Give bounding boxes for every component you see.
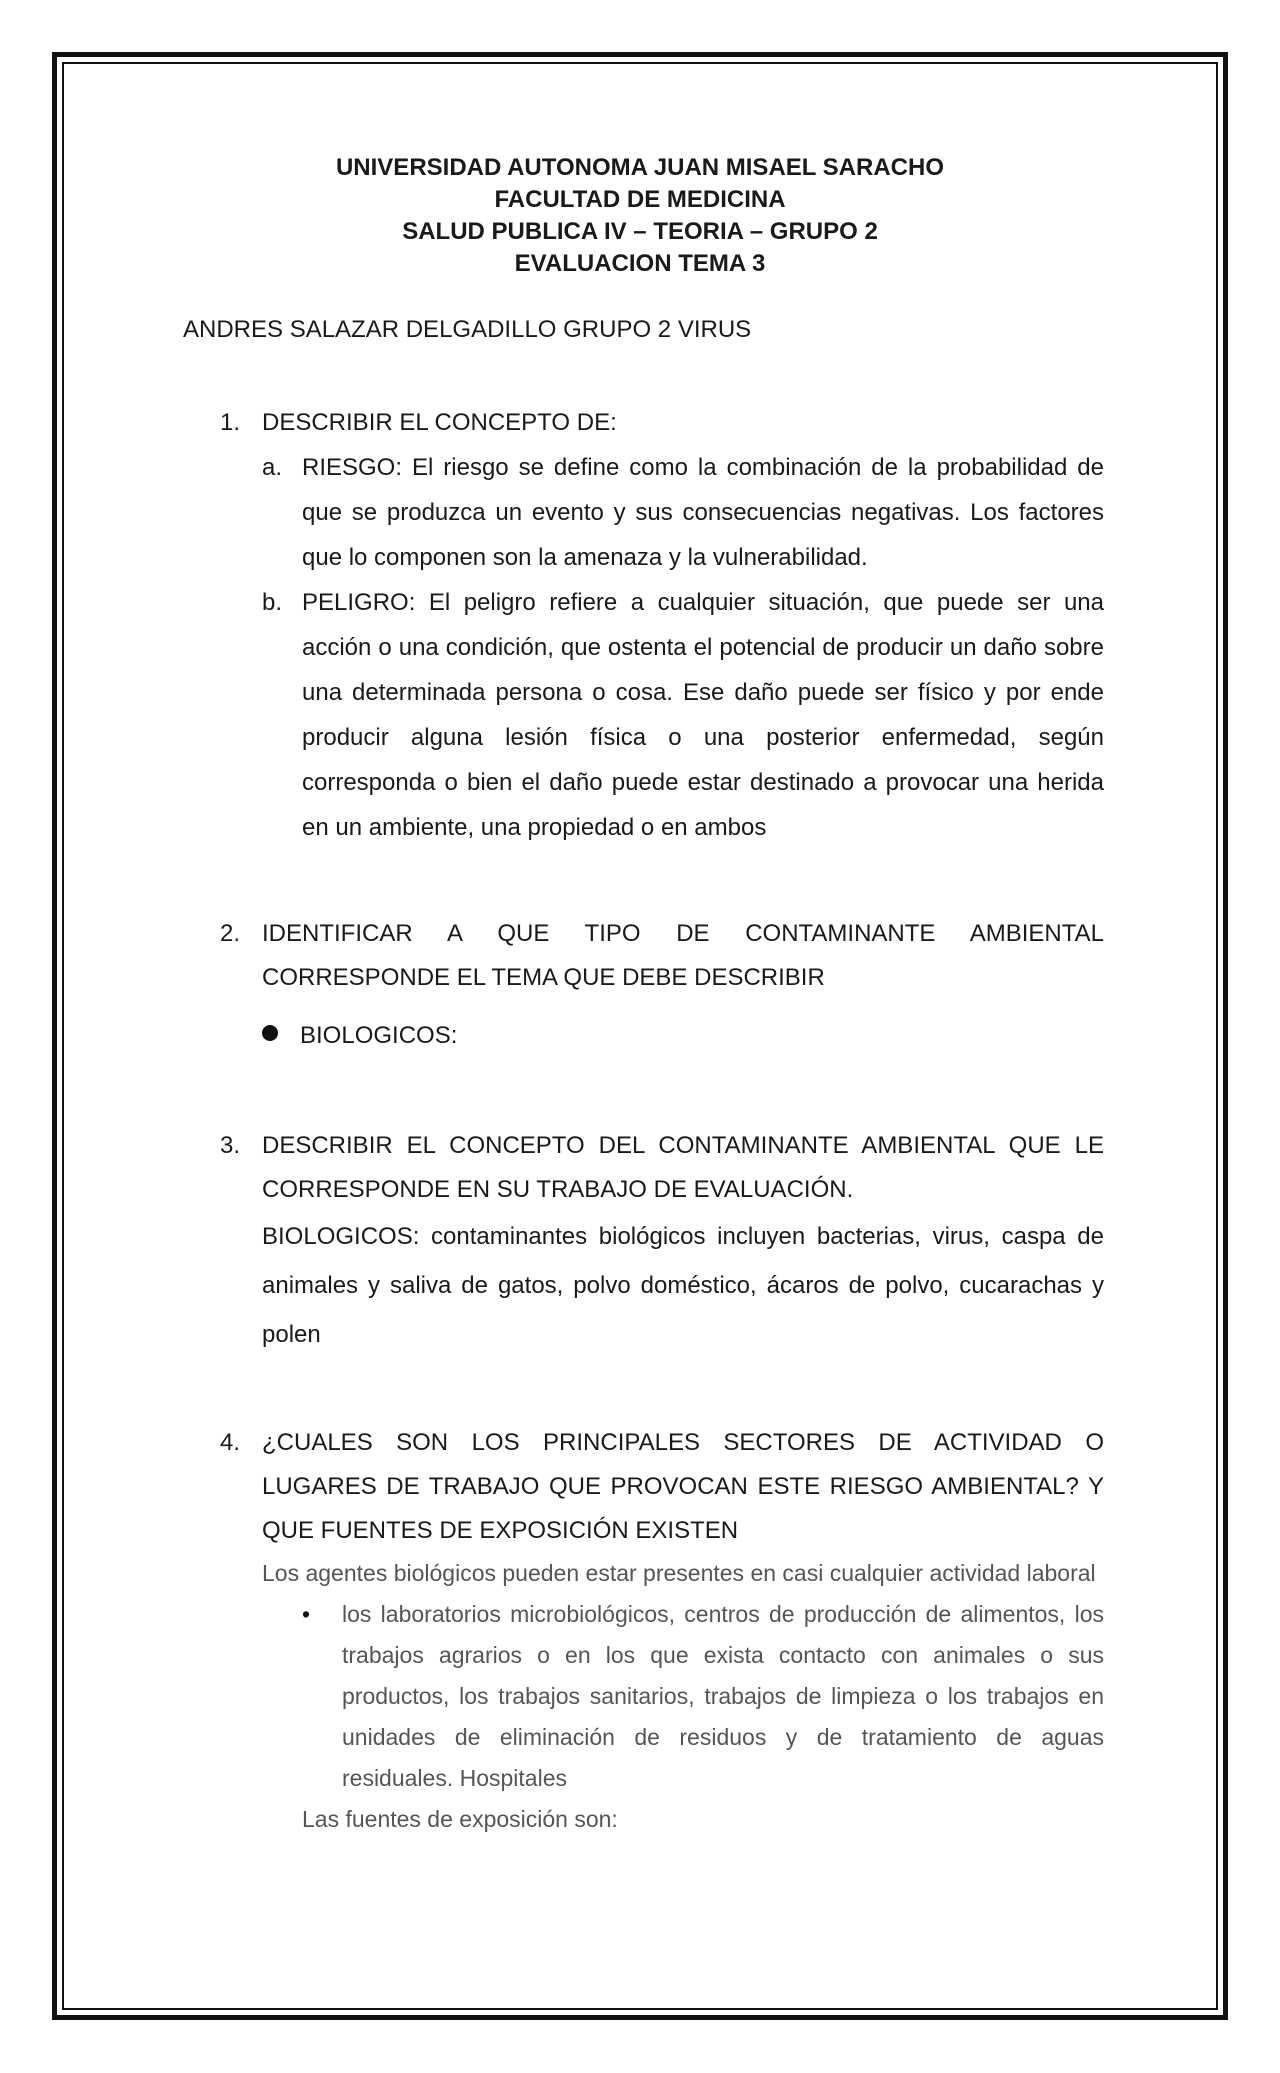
question-3-number: 3. <box>220 1132 241 1159</box>
question-4-bullet <box>262 1594 1104 1799</box>
student-name: ANDRES SALAZAR DELGADILLO GRUPO 2 VIRUS <box>183 316 752 343</box>
question-2-bullet-text: BIOLOGICOS: <box>300 1022 458 1049</box>
bullet-icon: • <box>302 1601 311 1627</box>
header-faculty: FACULTAD DE MEDICINA <box>494 186 786 213</box>
header-university: UNIVERSIDAD AUTONOMA JUAN MISAEL SARACHO <box>335 154 945 181</box>
question-1a-letter: a. <box>262 454 283 481</box>
question-1-title: DESCRIBIR EL CONCEPTO DE: <box>262 409 617 436</box>
question-2 <box>220 912 1104 1058</box>
question-4-intro: Los agentes biológicos pueden estar presentes en casi cualquier actividad laboral <box>262 1560 1096 1586</box>
question-4-sources: Las fuentes de exposición son: <box>302 1806 618 1832</box>
question-1b-letter: b. <box>262 589 283 616</box>
header-evaluation: EVALUACION TEMA 3 <box>514 250 766 277</box>
question-1-number: 1. <box>220 409 241 436</box>
question-2-number: 2. <box>220 920 241 947</box>
document-body <box>220 400 1104 1840</box>
question-1a <box>262 445 1104 580</box>
question-3-title: DESCRIBIR EL CONCEPTO DEL CONTAMINANTE AMBIENTAL QUE LE CORRESPONDE EN SU TRABAJO DE EVALUACIÓN. <box>262 1132 1104 1203</box>
question-1a-text: RIESGO: El riesgo se define como la combinación de la probabilidad de que se produzca un evento y sus consecuencias negativas. Los factores que lo componen son la amenaza y la vulnerabilidad. <box>302 454 1104 571</box>
question-4-number: 4. <box>220 1429 241 1456</box>
question-4-bullet-text: los laboratorios microbiológicos, centros de producción de alimentos, los trabajos agrarios o en los que exista contacto con animales o sus productos, los trabajos sanitarios, trabajos de limpieza o los trabajos en unidades de eliminación de residuos y de tratamiento de aguas residuales. Hospitales <box>342 1601 1104 1791</box>
header-course: SALUD PUBLICA IV – TEORIA – GRUPO 2 <box>402 218 878 245</box>
question-1 <box>220 400 1104 850</box>
question-4-title: ¿CUALES SON LOS PRINCIPALES SECTORES DE ACTIVIDAD O LUGARES DE TRABAJO QUE PROVOCAN ESTE RIESGO AMBIENTAL? Y QUE FUENTES DE EXPOSICIÓN EXISTEN <box>262 1429 1104 1544</box>
question-1b <box>262 580 1104 850</box>
question-3-answer: BIOLOGICOS: contaminantes biológicos incluyen bacterias, virus, caspa de animales y saliva de gatos, polvo doméstico, ácaros de polvo, cucarachas y polen <box>262 1223 1104 1348</box>
question-1b-text: PELIGRO: El peligro refiere a cualquier situación, que puede ser una acción o una condición, que ostenta el potencial de producir un daño sobre una determinada persona o cosa. Ese daño puede ser físico y por ende producir alguna lesión física o una posterior enfermedad, según corresponda o bien el daño puede estar destinado a provocar una herida en un ambiente, una propiedad o en ambos <box>302 589 1104 841</box>
question-4 <box>220 1421 1104 1840</box>
question-2-bullet <box>262 1014 1104 1058</box>
question-3 <box>220 1124 1104 1359</box>
bullet-dot-icon <box>262 1025 278 1041</box>
document-header <box>0 152 1280 280</box>
question-2-title: IDENTIFICAR A QUE TIPO DE CONTAMINANTE AMBIENTAL CORRESPONDE EL TEMA QUE DEBE DESCRIBIR <box>262 920 1104 991</box>
